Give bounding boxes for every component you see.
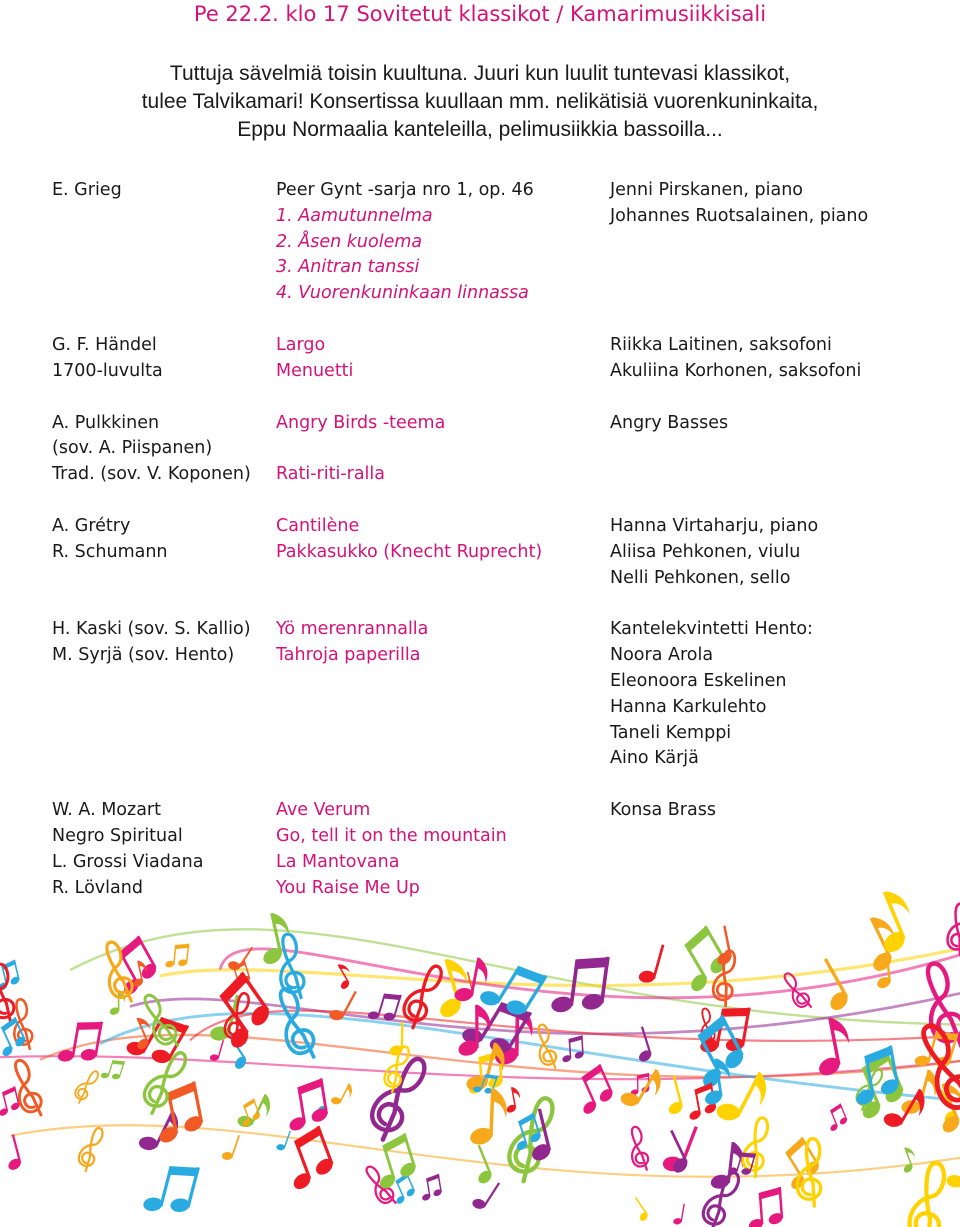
program-line (52, 746, 932, 772)
music-note-icon (148, 1081, 207, 1146)
music-note-icon (626, 1125, 651, 1172)
program-line (52, 411, 932, 437)
performer: Konsa Brass (610, 800, 716, 821)
intro-line: Eppu Normaalia kanteleilla, pelimusiikkia bassoilla... (237, 118, 723, 141)
program-line (52, 721, 932, 747)
music-note-icon (208, 1038, 225, 1064)
composer: A. Pulkkinen (52, 412, 160, 433)
music-note-icon (71, 1068, 101, 1105)
music-note-icon (418, 1174, 444, 1203)
music-note-icon (708, 1140, 746, 1194)
piece: You Raise Me Up (276, 877, 420, 898)
page-title: Pe 22.2. klo 17 Sovitetut klassikot / Kamarimusiikkisali (193, 2, 767, 26)
intro-line: Tuttuja sävelmiä toisin kuultuna. Juuri kun luulit tuntevasi klassikot, (169, 62, 791, 85)
composer: A. Grétry (52, 515, 131, 536)
music-note-icon (862, 886, 922, 958)
program-line (52, 669, 932, 695)
piece: Yö merenrannalla (276, 619, 429, 640)
performer: Hanna Karkulehto (610, 696, 767, 717)
music-note-icon (360, 1163, 398, 1209)
piece: Tahroja paperilla (276, 645, 421, 666)
composer: M. Syrjä (sov. Hento) (52, 645, 235, 666)
piece: Go, tell it on the mountain (276, 825, 507, 846)
program-line (52, 462, 932, 488)
program-block (52, 333, 932, 385)
music-note-icon (281, 1078, 331, 1134)
concert-program (52, 178, 932, 927)
performer: Eleonoora Eskelinen (610, 670, 787, 691)
program-line (52, 204, 932, 230)
performer: Riikka Laitinen, saksofoni (610, 334, 832, 355)
program-line (52, 850, 932, 876)
program-line (52, 695, 932, 721)
music-note-icon (822, 1103, 850, 1133)
intro-text (0, 60, 960, 144)
program-line (52, 359, 932, 385)
piece: Angry Birds -teema (276, 412, 446, 433)
program-line (52, 230, 932, 256)
music-note-icon (659, 1075, 686, 1117)
music-note-icon (328, 1079, 355, 1110)
music-note-icon (906, 1160, 950, 1227)
music-note-icon (99, 1055, 126, 1084)
music-note-icon (628, 1197, 651, 1224)
program-line (52, 643, 932, 669)
music-note-icon (0, 963, 16, 1024)
composer: Negro Spiritual (52, 825, 183, 846)
piece: Largo (276, 334, 326, 355)
music-note-icon (0, 1086, 22, 1118)
piece: 4. Vuorenkuninkaan linnassa (276, 283, 529, 304)
composer: W. A. Mozart (52, 800, 161, 821)
piece: Menuetti (276, 360, 354, 381)
performer: Aino Kärjä (610, 748, 699, 769)
music-note-icon (270, 985, 319, 1063)
composer: R. Schumann (52, 541, 168, 562)
piece: Cantilène (276, 515, 360, 536)
music-note-icon (0, 1134, 24, 1173)
music-note-icon (366, 1133, 421, 1193)
composer: (sov. A. Piispanen) (52, 438, 213, 459)
composer: 1700-luvulta (52, 360, 163, 381)
piece: Rati-riti-ralla (276, 464, 385, 485)
music-notes-decoration-icon (0, 880, 960, 1227)
intro-line: tulee Talvikamari! Konsertissa kuullaan mm. nelikätisiä vuorenkuninkaita, (141, 90, 819, 113)
program-line (52, 566, 932, 592)
music-note-icon (946, 903, 960, 955)
music-note-icon (75, 1125, 107, 1173)
piece: Pakkasukko (Knecht Ruprecht) (276, 541, 543, 562)
piece: 1. Aamutunnelma (276, 205, 433, 226)
performer: Jenni Pirskanen, piano (610, 180, 803, 200)
music-note-icon (234, 1087, 275, 1135)
music-note-icon (465, 1144, 496, 1187)
music-note-icon (842, 1050, 911, 1123)
program-line (52, 333, 932, 359)
music-note-icon (468, 1088, 508, 1149)
piece: 3. Anitran tanssi (276, 257, 420, 278)
program-block (52, 514, 932, 591)
program-line (52, 540, 932, 566)
composer: R. Lövland (52, 877, 143, 898)
composer: E. Grieg (52, 180, 122, 200)
performer: Angry Basses (610, 412, 729, 433)
performer: Taneli Kemppi (610, 722, 732, 743)
program-line (52, 255, 932, 281)
program-line (52, 824, 932, 850)
program-block (52, 411, 932, 488)
music-note-icon (55, 1015, 104, 1069)
music-note-icon (635, 940, 665, 987)
performer: Johannes Ruotsalainen, piano (610, 205, 869, 226)
music-note-icon (896, 1145, 920, 1175)
music-note-icon (677, 1014, 752, 1093)
piece: Peer Gynt -sarja nro 1, op. 46 (276, 180, 534, 200)
program-line (52, 281, 932, 307)
composer: H. Kaski (sov. S. Kallio) (52, 619, 251, 640)
program-line (52, 617, 932, 643)
music-note-icon (745, 1187, 785, 1227)
piece: Ave Verum (276, 800, 371, 821)
program-line (52, 178, 932, 204)
music-note-icon (140, 1156, 202, 1223)
piece: 2. Åsen kuolema (276, 231, 423, 252)
performer: Noora Arola (610, 645, 714, 666)
music-note-icon (388, 1021, 405, 1057)
music-note-icon (276, 1125, 340, 1194)
music-note-icon (164, 941, 190, 970)
performer: Akuliina Korhonen, saksofoni (610, 360, 862, 381)
composer: L. Grossi Viadana (52, 851, 204, 872)
music-note-icon (219, 1132, 240, 1164)
piece: La Mantovana (276, 851, 400, 872)
program-line (52, 798, 932, 824)
music-note-icon (672, 1202, 686, 1226)
music-note-icon (711, 949, 738, 1006)
performer: Aliisa Pehkonen, viulu (610, 541, 801, 562)
performer: Hanna Virtaharju, piano (610, 515, 819, 536)
performer: Nelli Pehkonen, sello (610, 567, 791, 588)
performer: Kantelekvintetti Hento: (610, 619, 813, 640)
music-note-icon (616, 1060, 667, 1118)
program-line (52, 514, 932, 540)
composer: Trad. (sov. V. Koponen) (52, 464, 251, 485)
music-note-icon (274, 1128, 291, 1153)
program-block (52, 178, 932, 307)
program-block (52, 617, 932, 772)
composer: G. F. Händel (52, 334, 157, 355)
program-line (52, 436, 932, 462)
